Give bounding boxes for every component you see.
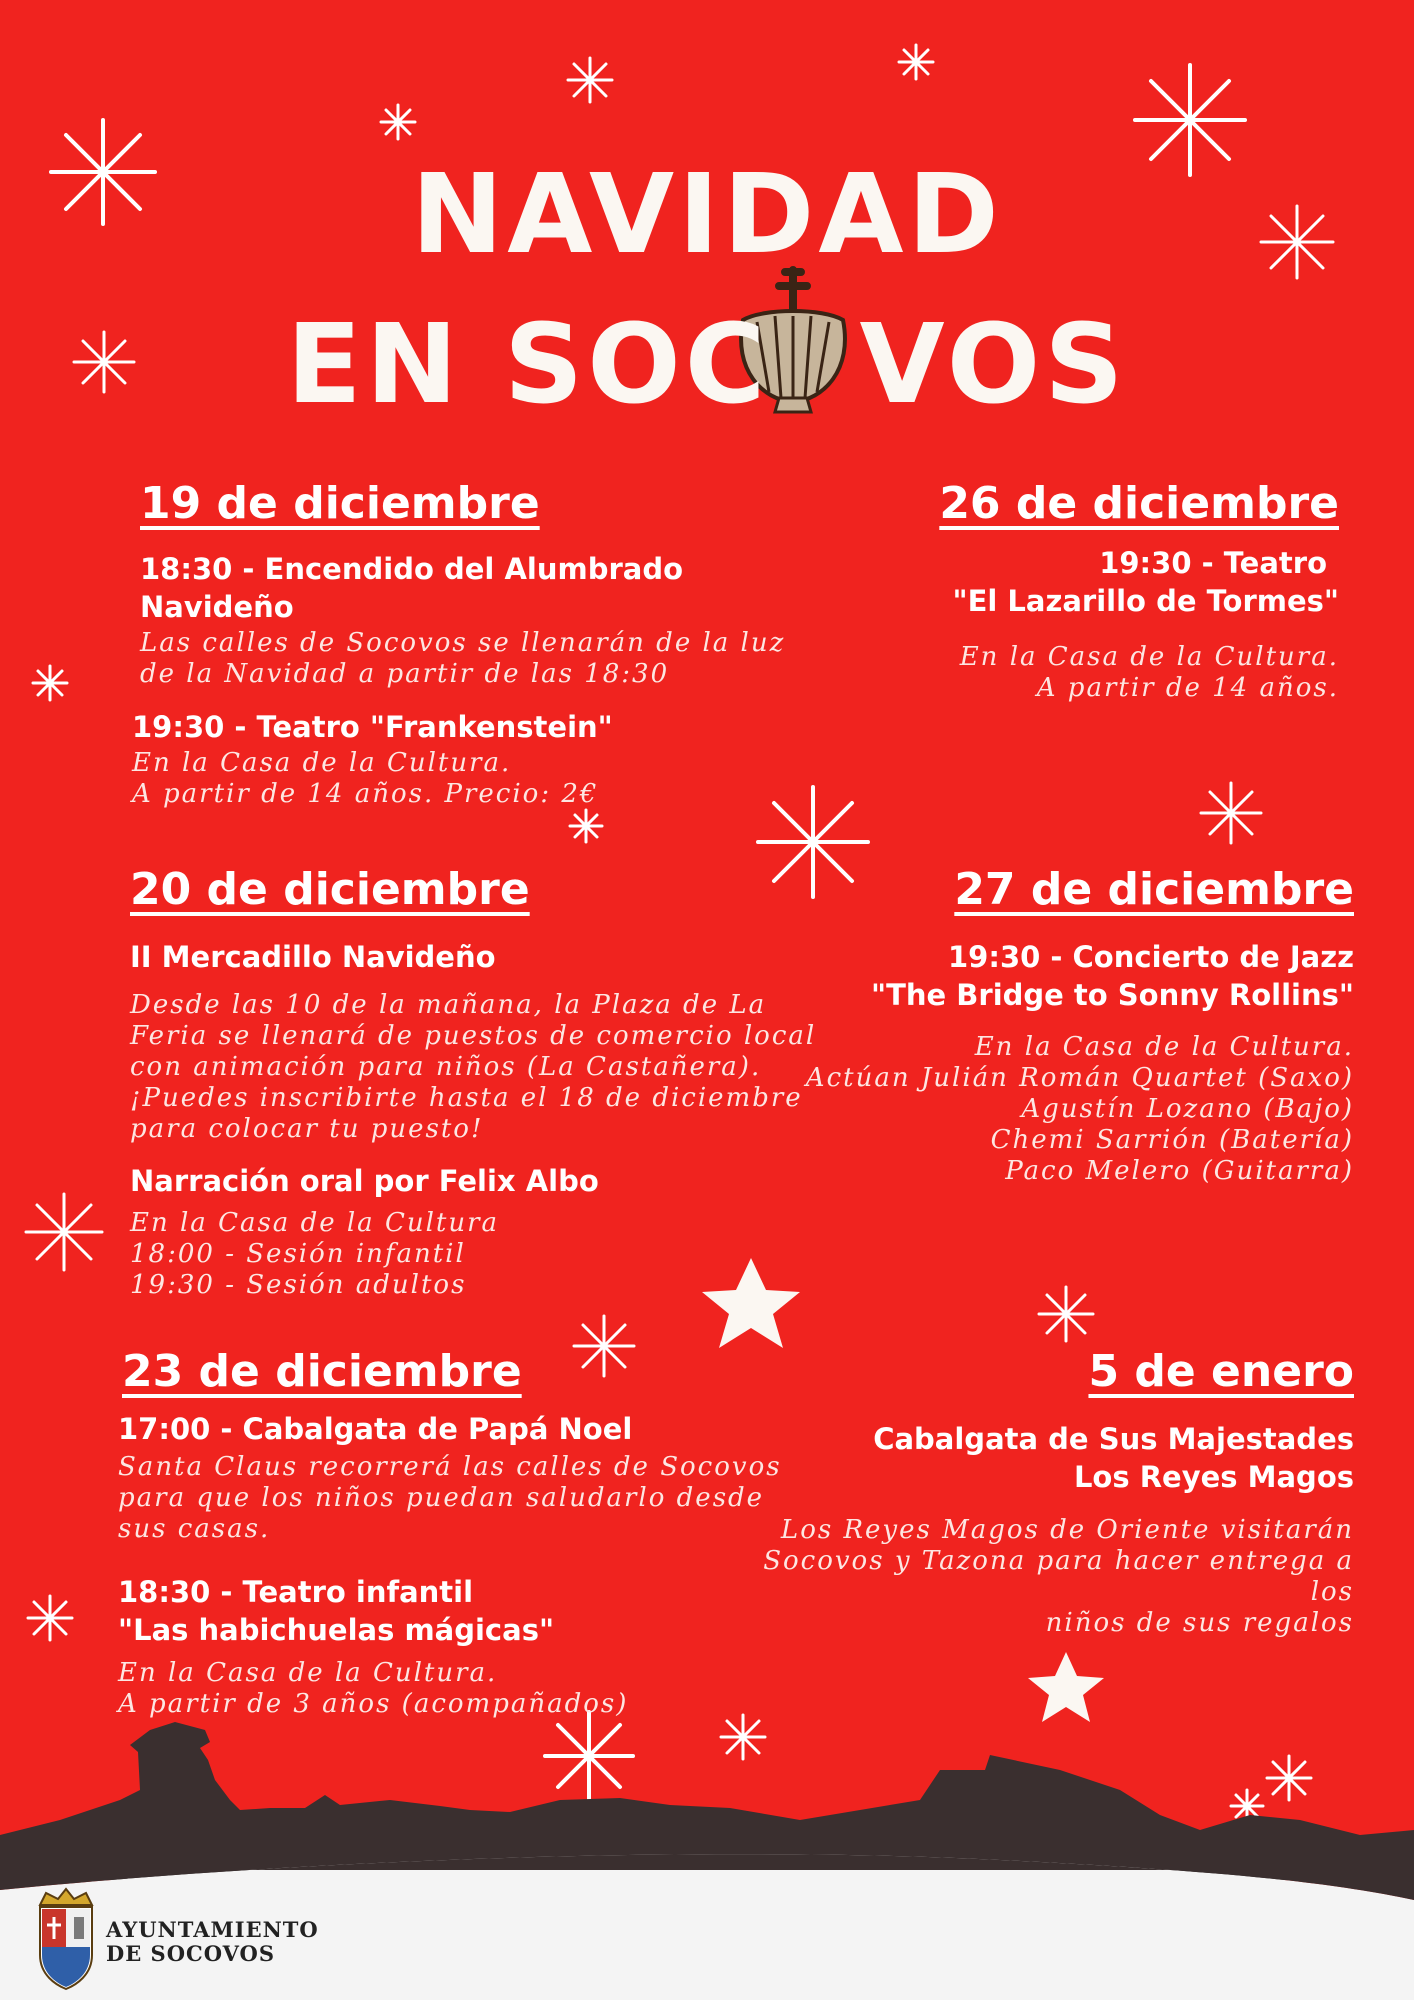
footer-line: DE SOCOVOS	[106, 1941, 276, 1966]
desc-line: Agustín Lozano (Bajo)	[1021, 1094, 1354, 1124]
snowflake-icon	[26, 1194, 102, 1270]
date-26-dic: 26 de diciembre	[939, 478, 1339, 529]
snowflake-icon	[545, 1712, 633, 1800]
event-mercadillo-desc	[130, 990, 816, 1145]
desc-line: para que los niños puedan saludarlo desde	[118, 1483, 765, 1513]
event-lazarillo-title	[739, 544, 1339, 620]
event-title-line: "The Bridge to Sonny Rollins"	[870, 978, 1354, 1012]
event-lazarillo-desc	[739, 642, 1339, 704]
event-narracion-desc	[130, 1208, 499, 1301]
desc-line: Santa Claus recorrerá las calles de Socovos	[118, 1452, 782, 1482]
title-line-2-a: EN SOC	[286, 300, 770, 428]
footer-line: AYUNTAMIENTO	[106, 1917, 319, 1942]
desc-line: En la Casa de la Cultura	[130, 1208, 500, 1238]
event-alumbrado-desc	[140, 628, 785, 690]
event-reyes-title	[734, 1420, 1354, 1496]
snowflake-icon	[721, 1715, 765, 1759]
ayuntamiento-label	[106, 1918, 319, 1966]
desc-line: A partir de 14 años. Precio: 2€	[132, 779, 599, 809]
desc-line: A partir de 14 años.	[1036, 673, 1339, 703]
title-line-1: NAVIDAD	[411, 150, 1003, 278]
snowflake-icon	[33, 666, 67, 700]
desc-line: niños de sus regalos	[1045, 1608, 1354, 1638]
snowflake-icon	[758, 787, 868, 897]
snowflake-icon	[574, 1316, 634, 1376]
date-20-dic: 20 de diciembre	[130, 864, 530, 915]
date-5-enero: 5 de enero	[1088, 1346, 1354, 1397]
desc-line: 19:30 - Sesión adultos	[130, 1270, 467, 1300]
event-jazz-title	[734, 938, 1354, 1014]
date-23-dic: 23 de diciembre	[122, 1346, 522, 1397]
desc-line: Actúan Julián Román Quartet (Saxo)	[805, 1063, 1354, 1093]
desc-line: Los Reyes Magos de Oriente visitarán	[780, 1515, 1354, 1545]
star-icon	[1028, 1652, 1104, 1722]
date-19-dic: 19 de diciembre	[140, 478, 540, 529]
snowflake-icon	[28, 1596, 72, 1640]
desc-line: con animación para niños (La Castañera).	[130, 1052, 762, 1082]
event-mercadillo-title: II Mercadillo Navideño	[130, 940, 496, 974]
event-habichuelas-title	[118, 1573, 554, 1649]
snowflake-icon	[899, 45, 933, 79]
desc-line: Las calles de Socovos se llenarán de la luz	[140, 628, 786, 658]
title-line-2	[0, 300, 1414, 428]
desc-line: En la Casa de la Cultura.	[118, 1658, 498, 1688]
event-title-line: "El Lazarillo de Tormes"	[952, 584, 1339, 618]
desc-line: En la Casa de la Cultura.	[974, 1032, 1354, 1062]
event-habichuelas-desc	[118, 1658, 628, 1720]
event-alumbrado-title	[140, 550, 683, 626]
coat-of-arms-icon	[40, 1889, 92, 1989]
event-title-line: 19:30 - Teatro	[1099, 546, 1327, 580]
desc-line: Paco Melero (Guitarra)	[1005, 1156, 1354, 1186]
title-line-2-b: VOS	[859, 300, 1128, 428]
event-frankenstein-title: 19:30 - Teatro "Frankenstein"	[132, 710, 613, 744]
snowflake-icon	[568, 58, 612, 102]
desc-line: ¡Puedes inscribirte hasta el 18 de diciembre	[130, 1083, 803, 1113]
event-narracion-title: Narración oral por Felix Albo	[130, 1164, 599, 1198]
desc-line: En la Casa de la Cultura.	[132, 748, 512, 778]
event-title-line: Cabalgata de Sus Majestades	[873, 1422, 1354, 1456]
desc-line: 18:00 - Sesión infantil	[130, 1239, 466, 1269]
snowflake-icon	[1039, 1287, 1093, 1341]
snowflake-icon	[1267, 1756, 1311, 1800]
desc-line: Chemi Sarrión (Batería)	[990, 1125, 1354, 1155]
event-title-line: 18:30 - Encendido del Alumbrado	[140, 552, 683, 586]
star-icon	[702, 1258, 800, 1348]
event-title-line: Navideño	[140, 590, 294, 624]
event-title-line: 18:30 - Teatro infantil	[118, 1575, 474, 1609]
event-title-line: Los Reyes Magos	[1073, 1460, 1354, 1494]
desc-line: sus casas.	[118, 1514, 271, 1544]
date-27-dic: 27 de diciembre	[954, 864, 1354, 915]
desc-line: A partir de 3 años (acompañados)	[118, 1689, 629, 1719]
desc-line: de la Navidad a partir de las 18:30	[140, 659, 670, 689]
event-papa-noel-title: 17:00 - Cabalgata de Papá Noel	[118, 1412, 633, 1446]
snowflake-icon	[1201, 783, 1261, 843]
snowflake-icon	[381, 105, 415, 139]
event-title-line: 19:30 - Concierto de Jazz	[947, 940, 1354, 974]
event-frankenstein-desc	[132, 748, 598, 810]
event-jazz-desc	[734, 1032, 1354, 1187]
desc-line: para colocar tu puesto!	[130, 1114, 484, 1144]
event-reyes-desc	[714, 1515, 1354, 1639]
event-papa-noel-desc	[118, 1452, 782, 1545]
snowflake-icon	[570, 810, 602, 842]
desc-line: En la Casa de la Cultura.	[959, 642, 1339, 672]
desc-line: Socovos y Tazona para hacer entrega a los	[763, 1546, 1354, 1607]
event-title-line: "Las habichuelas mágicas"	[118, 1613, 555, 1647]
desc-line: Desde las 10 de la mañana, la Plaza de La	[130, 990, 767, 1020]
desc-line: Feria se llenará de puestos de comercio local	[130, 1021, 817, 1051]
